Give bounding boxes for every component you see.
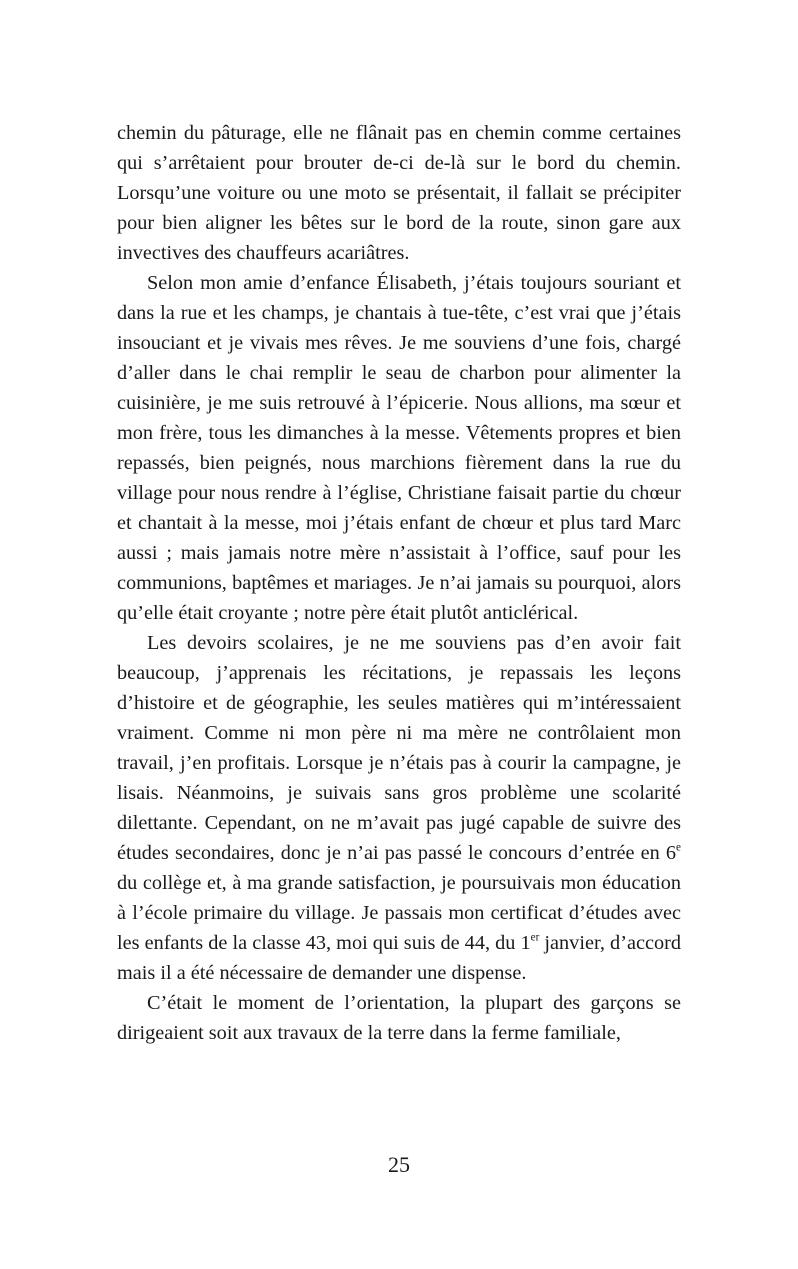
paragraph-4-text: C’était le moment de l’orientation, la plupart des garçons se dirigeaient soit aux travaux de la terre dans la ferme familiale, — [117, 992, 681, 1044]
paragraph-4 — [117, 988, 681, 1048]
paragraph-3-text-b: du collège et, à ma grande satisfaction, je poursuivais mon éducation à l’école primaire du village. Je passais mon certificat d’études avec les enfants de la classe 43, moi qui suis de 44, du 1 — [117, 872, 681, 954]
paragraph-1-text: chemin du pâturage, elle ne flânait pas en chemin comme certaines qui s’arrêtaient pour brouter de-ci de-là sur le bord du chemin. Lorsqu’une voiture ou une moto se présentait, il fallait se précipiter pour bien aligner les bêtes sur le bord de la route, sinon gare aux invectives des chauffeurs acariâtres. — [117, 122, 681, 264]
paragraph-1 — [117, 118, 681, 268]
page-number: 25 — [388, 1152, 410, 1177]
paragraph-3-text-c: janvier, d’accord mais il a été nécessaire de demander une dispense. — [117, 932, 681, 984]
paragraph-3 — [117, 628, 681, 988]
paragraph-2-text: Selon mon amie d’enfance Élisabeth, j’étais toujours souriant et dans la rue et les champs, je chantais à tue-tête, c’est vrai que j’étais insouciant et je vivais mes rêves. Je me souviens d’une fois, chargé d’aller dans le chai remplir le seau de charbon pour alimenter la cuisinière, je me suis retrouvé à l’épicerie. Nous allions, ma sœur et mon frère, tous les dimanches à la messe. Vêtements propres et bien repassés, bien peignés, nous marchions fièrement dans la rue du village pour nous rendre à l’église, Christiane faisait partie du chœur et chantait à la messe, moi j’étais enfant de chœur et plus tard Marc aussi ; mais jamais notre mère n’assistait à l’office, sauf pour les communions, baptêmes et mariages. Je n’ai jamais su pourquoi, alors qu’elle était croyante ; notre père était plutôt anticlérical. — [117, 272, 681, 624]
page-body — [117, 118, 681, 1048]
superscript-er: er — [530, 931, 540, 944]
paragraph-3-text-a: Les devoirs scolaires, je ne me souviens pas d’en avoir fait beaucoup, j’apprenais les récitations, je repassais les leçons d’histoire et de géographie, les seules matières qui m’intéressaient vraiment. Comme ni mon père ni ma mère ne contrôlaient mon travail, j’en profitais. Lorsque je n’étais pas à courir la campagne, je lisais. Néanmoins, je suivais sans gros problème une scolarité dilettante. Cependant, on ne m’avait pas jugé capable de suivre des études secondaires, donc je n’ai pas passé le concours d’entrée en 6 — [117, 632, 681, 864]
paragraph-2 — [117, 268, 681, 628]
superscript-e: e — [676, 841, 681, 854]
